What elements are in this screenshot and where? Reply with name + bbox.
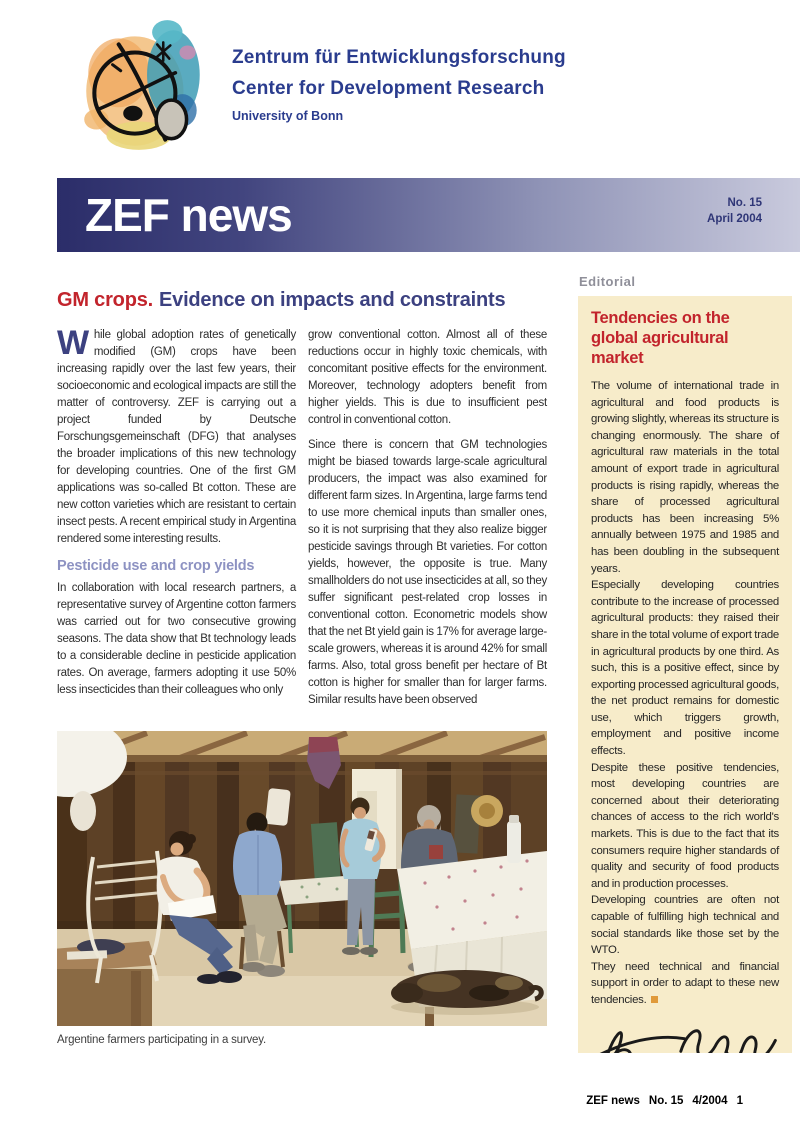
article-column-1 <box>57 324 296 717</box>
paragraph: grow conventional cotton. Almost all of these reductions occur in highly toxic chemicals, with concomitant positive effects for the environment. Moreover, technology adopters benefit from higher yields. This is due to insufficient pest control in conventional cotton. <box>308 329 547 426</box>
article-column-2 <box>308 327 547 717</box>
org-name-german: Zentrum für Entwicklungsforschung <box>232 47 566 68</box>
newsletter-title: ZEF news <box>85 189 292 241</box>
organization-header <box>232 42 566 123</box>
photo-foreground-table <box>57 939 157 1026</box>
paragraph <box>57 324 296 548</box>
article-title-lead: GM crops. <box>57 289 153 311</box>
paragraph: Since there is concern that GM technologies might be biased towards large-scale agricultural producers, the impact was also examined for different farm sizes. In Argentina, large farms tend to use more chemical inputs than smaller ones, so it is not surprising that they also realize bigger pesticide savings through Bt varieties. For cotton yields, however, the opposite is true. Many smallholders do not use insecticides at all, so they suffer significant pest-related crop losses in conventional cotton. Econometric models show that the net Bt yield gain is 17% for average large-scale growers, whereas it is around 42% for small farms. Also, total gross benefit per hectare of Bt cotton is higher for smaller than for larger farms. Similar results have been observed <box>308 439 547 706</box>
dropcap: W <box>57 324 89 362</box>
article-title-rest: Evidence on impacts and constraints <box>159 289 506 311</box>
issue-number: No. 15 <box>727 197 762 209</box>
page-footer <box>586 1095 743 1107</box>
editorial-paragraph: Despite these positive tendencies, most developing countries are concerned about their deteriorating chances of access to the rich world's markets. This is due to the fact that its consumers require higher standards of quality and security of food products and in production processes. <box>591 761 779 890</box>
footer-issue-date: 4/2004 <box>692 1095 728 1107</box>
main-article <box>57 289 548 1046</box>
footer-brand: ZEF news <box>586 1095 640 1107</box>
editorial-label: Editorial <box>579 274 636 289</box>
editorial-paragraph <box>591 959 779 1009</box>
article-title <box>57 289 548 312</box>
editorial-paragraph: The volume of international trade in agricultural and food products is growing slightly, whereas its structure is changing enormously. The share of agricultural raw materials in the total amount of export trade in agricultural products is rising rapidly, whereas the share of processed agricultural products has been increasing 5% annually between 1975 and 1985 and has been doubling in the subsequent years. <box>591 380 779 575</box>
issue-date: April 2004 <box>707 213 762 225</box>
editorial-box <box>578 296 792 1053</box>
argentine-farmers-photo <box>57 731 547 1026</box>
paragraph: In collaboration with local research partners, a representative survey of Argentine cotton farmers was carried out for two consecutive growing seasons. The data show that Bt technology leads to a considerable decline in pesticide application rates. On average, farmers adopting it use 50% less insecticides than their colleagues who only <box>57 582 296 696</box>
section-subhead: Pesticide use and crop yields <box>57 558 255 574</box>
end-of-article-marker-icon <box>651 996 658 1003</box>
paragraph-text: hile global adoption rates of genetically modified (GM) crops have been increasing rapidly over the last few years, their socioeconomic and ecological impacts are still the matter of controversy. ZEF is carrying out a project funded by Deutsche Forschungsgemeinschaft (DFG) that analyses the broader implications of this new technology for developing countries. One of the first GM applications was so-called Bt cotton. These are new cotton varieties which are resistant to certain insect pests. A recent empirical study in Argentina rendered some interesting results. <box>57 329 296 545</box>
footer-page-number: 1 <box>736 1095 743 1107</box>
issue-info <box>707 195 762 227</box>
footer-issue-number: No. 15 <box>648 1095 684 1107</box>
signature-icon <box>591 1015 787 1053</box>
university-name: University of Bonn <box>232 109 344 123</box>
org-name-english: Center for Development Research <box>232 78 545 99</box>
zef-logo-icon <box>68 12 220 164</box>
photo-caption: Argentine farmers participating in a survey. <box>57 1034 266 1046</box>
editorial-paragraph-text: They need technical and financial support in order to adapt to these new tendencies. <box>591 960 779 1006</box>
editorial-paragraph: Developing countries are often not capable of fulfilling high technical and social standards like those set by the WTO. <box>591 894 779 957</box>
masthead-banner <box>57 178 800 252</box>
article-columns <box>57 324 548 717</box>
editorial-title: Tendencies on the global agricultural market <box>591 309 730 367</box>
editorial-paragraph: Especially developing countries contribute to the increase of processed agricultural products: they raised their share in the total volume of export trade in agricultural products by one third. As such, this is a positive effect, since by exporting processed agricultural goods, the net product remains for domestic use, which triggers growth, employment and positive income effects. <box>591 579 779 758</box>
